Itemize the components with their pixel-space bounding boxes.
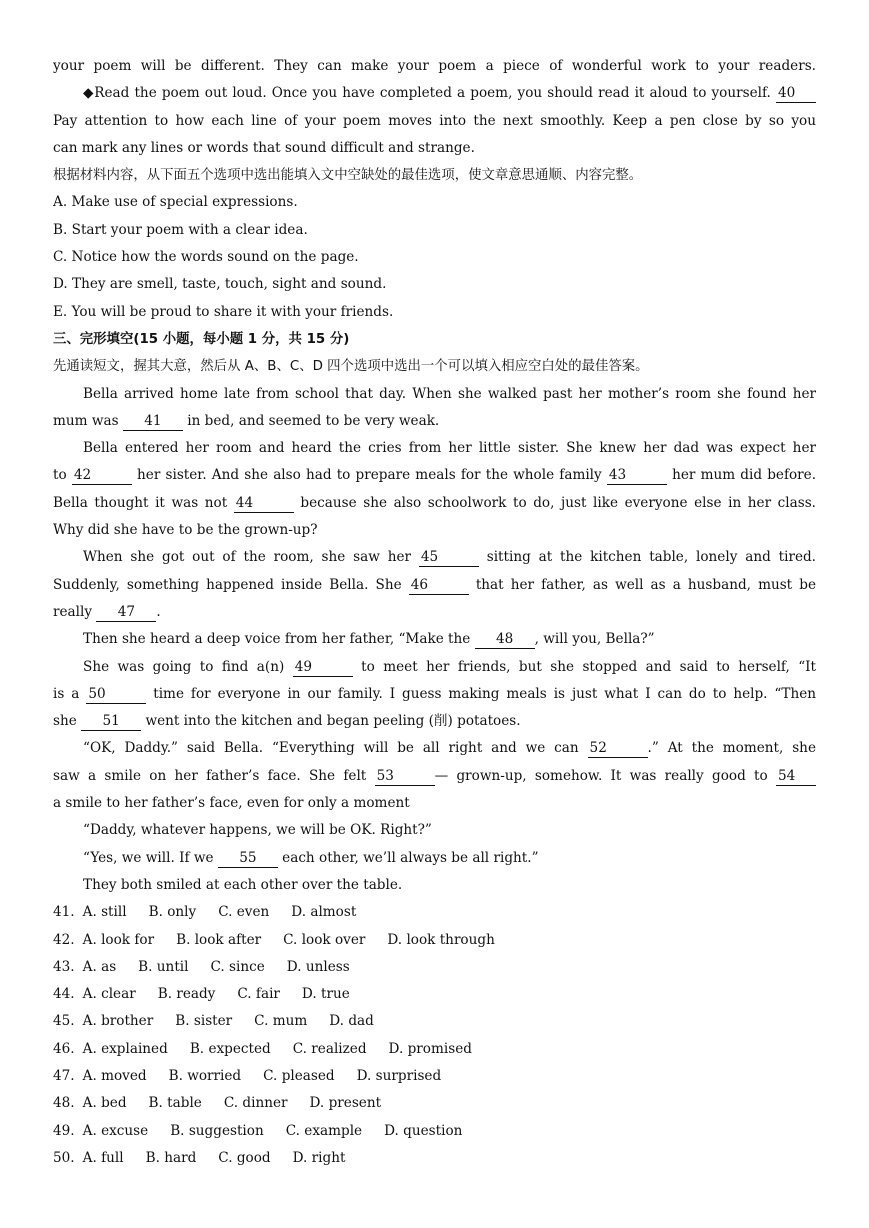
answer-option[interactable]: C. good <box>218 1149 271 1166</box>
answer-option[interactable]: D. present <box>309 1095 382 1112</box>
answer-option[interactable]: D. right <box>292 1149 346 1166</box>
paragraph-line: “Yes, we will. If we 55 each other, we’ll always be all right.” <box>83 849 539 866</box>
question-number: 41. <box>53 904 75 921</box>
answer-option[interactable]: A. moved <box>82 1067 147 1084</box>
paragraph-line: is a 50 time for everyone in our family. I guess making meals is just what I can do to help. “Then <box>53 685 816 702</box>
paragraph-line: to 42 her sister. And she also had to prepare meals for the whole family 43 her mum did before. <box>53 467 817 484</box>
answer-option[interactable]: D. question <box>384 1122 463 1139</box>
question-number: 44. <box>53 986 75 1003</box>
answer-option[interactable]: A. excuse <box>82 1122 149 1139</box>
paragraph-line: mum was 41 in bed, and seemed to be very weak. <box>53 412 440 429</box>
blank-50[interactable]: 50 <box>86 685 146 704</box>
answer-option[interactable]: D. true <box>301 986 350 1003</box>
answer-option[interactable]: A. bed <box>82 1095 127 1112</box>
document-page <box>53 53 816 1172</box>
bullet-read-aloud <box>53 80 816 107</box>
blank-54[interactable]: 54 <box>776 767 816 786</box>
blank-45[interactable]: 45 <box>419 548 479 567</box>
paragraph-line: saw a smile on her father’s face. She felt 53 — grown-up, somehow. It was really good to 54 <box>53 763 816 790</box>
paragraph-line: Bella arrived home late from school that day. When she walked past her mother’s room she found her <box>83 385 816 402</box>
answer-option[interactable]: C. realized <box>292 1040 367 1057</box>
answer-option[interactable]: A. brother <box>82 1013 154 1030</box>
answer-option[interactable]: D. surprised <box>356 1067 442 1084</box>
question-number: 50. <box>53 1149 75 1166</box>
section2-instruction: 根据材料内容，从下面五个选项中选出能填入文中空缺处的最佳选项，使文章意思通顺、内容完整。 <box>53 168 643 184</box>
answer-option[interactable]: C. since <box>210 958 265 975</box>
option-line: C. Notice how the words sound on the page. <box>53 249 359 266</box>
question-row <box>53 1118 816 1145</box>
blank-42[interactable]: 42 <box>72 466 132 485</box>
answer-option[interactable]: B. worried <box>168 1067 242 1084</box>
paragraph-line: a smile to her father’s face, even for only a moment <box>53 795 410 812</box>
question-row <box>53 1063 816 1090</box>
paragraph-line: she 51 went into the kitchen and began peeling (削) potatoes. <box>53 713 521 730</box>
paragraph-line: She was going to find a(n) 49 to meet her friends, but she stopped and said to herself, “It <box>83 658 817 675</box>
question-number: 48. <box>53 1095 75 1112</box>
question-number: 47. <box>53 1067 75 1084</box>
answer-option[interactable]: B. expected <box>189 1040 271 1057</box>
blank-41[interactable]: 41 <box>123 412 183 431</box>
answer-option[interactable]: B. only <box>148 904 197 921</box>
answer-option[interactable]: D. unless <box>286 958 350 975</box>
answer-option[interactable]: B. ready <box>157 986 216 1003</box>
blank-52[interactable]: 52 <box>588 739 648 758</box>
answer-option[interactable]: D. look through <box>387 931 495 948</box>
option-line: E. You will be proud to share it with your friends. <box>53 303 394 320</box>
blank-47[interactable]: 47 <box>96 603 156 622</box>
paragraph-line: Bella thought it was not 44 because she also schoolwork to do, just like everyone else in her class. <box>53 494 817 511</box>
question-row <box>53 927 816 954</box>
answer-option[interactable]: A. explained <box>82 1040 168 1057</box>
question-row <box>53 1145 816 1172</box>
option-line: D. They are smell, taste, touch, sight and sound. <box>53 276 387 293</box>
answer-option[interactable]: C. dinner <box>223 1095 288 1112</box>
question-row <box>53 1036 816 1063</box>
blank-40[interactable]: 40 <box>776 84 816 103</box>
blank-49[interactable]: 49 <box>293 658 353 677</box>
blank-48[interactable]: 48 <box>475 630 535 649</box>
paragraph-line: Bella entered her room and heard the cries from her little sister. She knew her dad was expect her <box>83 440 816 457</box>
answer-option[interactable]: C. look over <box>283 931 366 948</box>
paragraph-line: “Daddy, whatever happens, we will be OK. Right?” <box>83 822 432 839</box>
intro-line: your poem will be different. They can make your poem a piece of wonderful work to your readers. <box>53 58 816 74</box>
answer-option[interactable]: C. mum <box>254 1013 308 1030</box>
answer-option[interactable]: C. example <box>285 1122 363 1139</box>
option-line: A. Make use of special expressions. <box>53 194 298 211</box>
answer-option[interactable]: B. until <box>138 958 189 975</box>
paragraph-line: They both smiled at each other over the table. <box>83 876 403 893</box>
answer-option[interactable]: A. still <box>82 904 127 921</box>
question-number: 46. <box>53 1040 75 1057</box>
answer-option[interactable]: D. dad <box>329 1013 374 1030</box>
answer-option[interactable]: A. full <box>82 1149 124 1166</box>
answer-option[interactable]: B. look after <box>176 931 262 948</box>
question-row <box>53 981 816 1008</box>
paragraph-line: really 47 . <box>53 603 161 620</box>
question-row <box>53 1090 816 1117</box>
answer-option[interactable]: C. even <box>218 904 270 921</box>
section3-heading: 三、完形填空(15 小题，每小题 1 分，共 15 分) <box>53 331 350 347</box>
paragraph-line: Suddenly, something happened inside Bella. She 46 that her father, as well as a husband, must be <box>53 576 816 593</box>
blank-55[interactable]: 55 <box>218 849 278 868</box>
paragraph-line: Then she heard a deep voice from her father, “Make the 48 , will you, Bella?” <box>83 631 655 648</box>
bullet-text: ◆Read the poem out loud. Once you have completed a poem, you should read it aloud to yourself. <box>83 85 771 102</box>
answer-option[interactable]: B. sister <box>175 1013 233 1030</box>
question-row <box>53 899 816 926</box>
answer-option[interactable]: B. hard <box>145 1149 197 1166</box>
paragraph-line: When she got out of the room, she saw her 45 sitting at the kitchen table, lonely and tired. <box>83 549 817 566</box>
answer-option[interactable]: D. almost <box>291 904 357 921</box>
paragraph-line: can mark any lines or words that sound difficult and strange. <box>53 139 475 156</box>
answer-option[interactable]: A. look for <box>82 931 155 948</box>
question-row <box>53 1008 816 1035</box>
blank-46[interactable]: 46 <box>409 576 469 595</box>
blank-43[interactable]: 43 <box>607 466 667 485</box>
answer-option[interactable]: C. fair <box>237 986 280 1003</box>
question-number: 45. <box>53 1013 75 1030</box>
question-number: 49. <box>53 1122 75 1139</box>
answer-option[interactable]: A. as <box>82 958 117 975</box>
answer-option[interactable]: B. suggestion <box>170 1122 264 1139</box>
question-number: 43. <box>53 958 75 975</box>
section3-instruction: 先通读短文，握其大意，然后从 A、B、C、D 四个选项中选出一个可以填入相应空白处的最佳答案。 <box>53 359 649 375</box>
question-number: 42. <box>53 931 75 948</box>
paragraph-line: “OK, Daddy.” said Bella. “Everything will be all right and we can 52 .” At the moment, she <box>83 740 816 757</box>
answer-option[interactable]: C. pleased <box>263 1067 335 1084</box>
paragraph-line: Pay attention to how each line of your poem moves into the next smoothly. Keep a pen close by so you <box>53 112 816 129</box>
blank-44[interactable]: 44 <box>234 494 294 513</box>
blank-53[interactable]: 53 <box>375 767 435 786</box>
blank-51[interactable]: 51 <box>81 712 141 731</box>
answer-option[interactable]: D. promised <box>388 1040 472 1057</box>
option-line: B. Start your poem with a clear idea. <box>53 221 308 238</box>
question-list <box>53 899 816 1172</box>
answer-option[interactable]: A. clear <box>82 986 136 1003</box>
question-row <box>53 954 816 981</box>
answer-option[interactable]: B. table <box>148 1095 202 1112</box>
paragraph-line: Why did she have to be the grown-up? <box>53 522 318 539</box>
